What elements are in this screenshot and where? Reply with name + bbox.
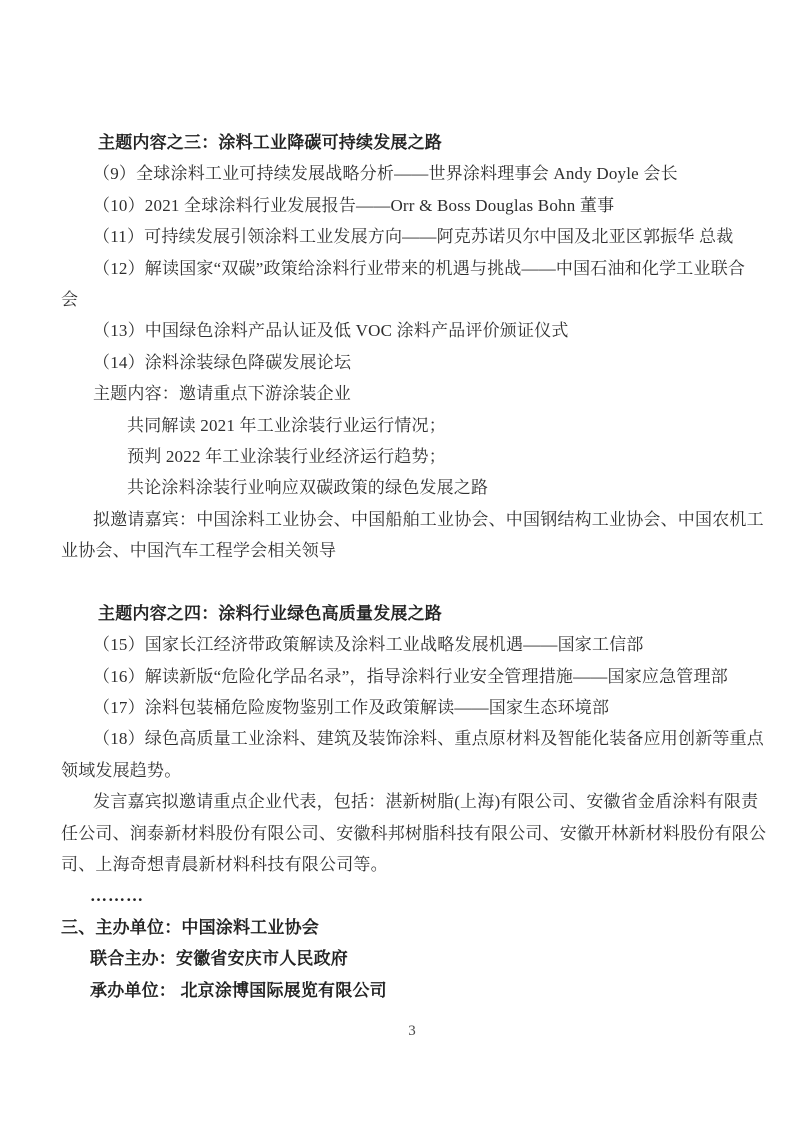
- forum-topic-detail-3: 共论涂料涂装行业响应双碳政策的绿色发展之路: [127, 478, 489, 498]
- blank-line: [61, 566, 763, 597]
- agenda-item-18-continuation: 领域发展趋势。: [61, 760, 182, 780]
- section4-heading: 主题内容之四：涂料行业绿色高质量发展之路: [98, 603, 442, 623]
- agenda-item-17: （17）涂料包装桶危险废物鉴别工作及政策解读——国家生态环境部: [93, 698, 610, 718]
- agenda-item-9: （9）全球涂料工业可持续发展战略分析——世界涂料理事会 Andy Doyle 会长: [93, 164, 678, 184]
- agenda-item-10: （10）2021 全球涂料行业发展报告——Orr & Boss Douglas Bohn 董事: [93, 195, 615, 215]
- agenda-item-12: （12）解读国家“双碳”政策给涂料行业带来的机遇与挑战——中国石油和化学工业联合: [93, 258, 746, 278]
- page-number: 3: [408, 1023, 416, 1039]
- agenda-item-14: （14）涂料涂装绿色降碳发展论坛: [93, 352, 352, 372]
- agenda-item-18: （18）绿色高质量工业涂料、建筑及装饰涂料、重点原材料及智能化装备应用创新等重点: [93, 729, 764, 749]
- section3-heading: 主题内容之三：涂料工业降碳可持续发展之路: [98, 133, 442, 152]
- forum-topic-detail-1: 共同解读 2021 年工业涂装行业运行情况；: [127, 415, 446, 435]
- organizer-cohost: 联合主办：安徽省安庆市人民政府: [90, 949, 348, 969]
- agenda-item-11: （11）可持续发展引领涂料工业发展方向——阿克苏诺贝尔中国及北亚区郭振华 总裁: [93, 227, 734, 247]
- ellipsis-line: ………: [90, 886, 144, 906]
- invited-guests-continuation: 业协会、中国汽车工程学会相关领导: [61, 541, 337, 561]
- speakers-line-3: 司、上海奇想青晨新材料科技有限公司等。: [61, 854, 388, 874]
- agenda-item-12-continuation: 会: [61, 289, 79, 309]
- agenda-item-15: （15）国家长江经济带政策解读及涂料工业战略发展机遇——国家工信部: [93, 635, 644, 655]
- forum-topic-detail-2: 预判 2022 年工业涂装行业经济运行趋势；: [127, 446, 446, 466]
- document-body: [61, 127, 767, 1006]
- speakers-line-1: 发言嘉宾拟邀请重点企业代表，包括：湛新树脂(上海)有限公司、安徽省金盾涂料有限责: [93, 792, 759, 812]
- forum-topic-intro: 主题内容：邀请重点下游涂装企业: [93, 384, 351, 404]
- organizer-host: 三、主办单位：中国涂料工业协会: [61, 917, 319, 937]
- invited-guests: 拟邀请嘉宾：中国涂料工业协会、中国船舶工业协会、中国钢结构工业协会、中国农机工: [93, 509, 764, 529]
- agenda-item-13: （13）中国绿色涂料产品认证及低 VOC 涂料产品评价颁证仪式: [93, 321, 569, 341]
- organizer-undertaker: 承办单位： 北京涂博国际展览有限公司: [90, 980, 387, 1000]
- speakers-line-2: 任公司、润泰新材料股份有限公司、安徽科邦树脂科技有限公司、安徽开林新材料股份有限公: [61, 823, 767, 843]
- agenda-item-16: （16）解读新版“危险化学品名录”，指导涂料行业安全管理措施——国家应急管理部: [93, 666, 728, 686]
